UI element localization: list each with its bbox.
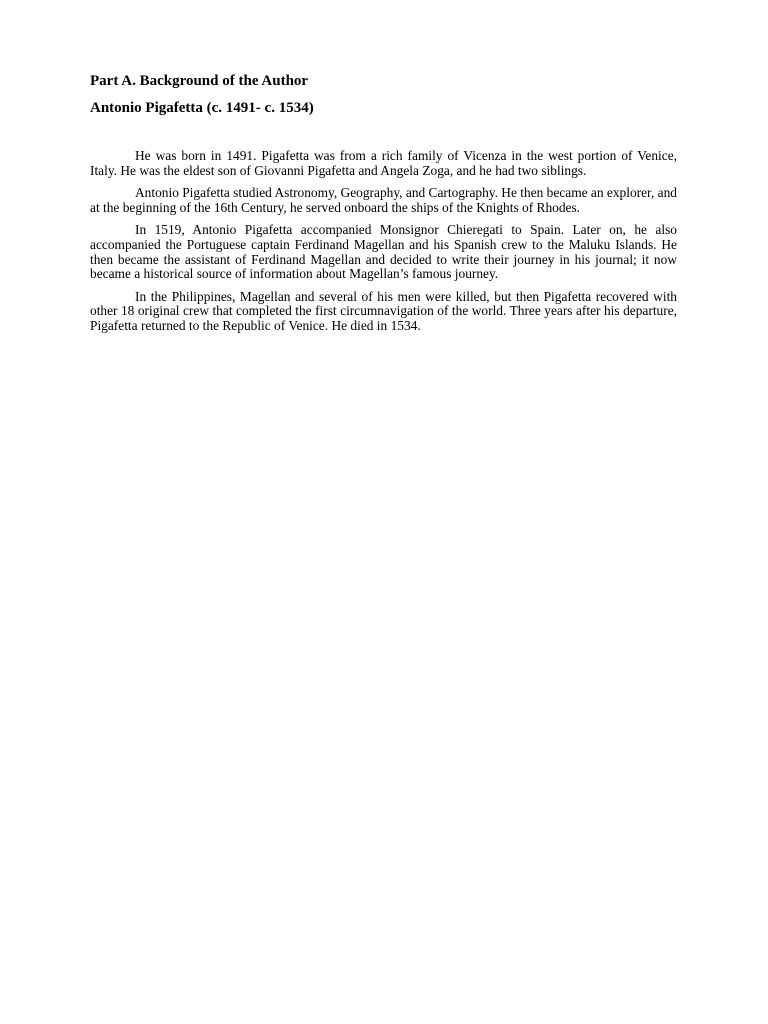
section-title: Part A. Background of the Author [90,73,309,89]
paragraph-return: In the Philippines, Magellan and several of his men were killed, but then Pigafetta recovered with other 18 original crew that completed the first circumnavigation of the world. Three years after his departure, Pigafetta returned to the Republic of Venice. He died in 1534. [90,288,677,333]
document-body [90,72,677,342]
paragraph-voyage: In 1519, Antonio Pigafetta accompanied Monsignor Chieregati to Spain. Later on, he also accompanied the Portuguese captain Ferdinand Magellan and his Spanish crew to the Maluku Islands. He then became the assistant of Ferdinand Magellan and decided to write their journey in his journal; it now became a historical source of information about Magellan’s famous journey. [90,222,677,282]
paragraph-birth: He was born in 1491. Pigafetta was from a rich family of Vicenza in the west portion of Venice, Italy. He was the eldest son of Giovanni Pigafetta and Angela Zoga, and he had two siblings. [90,148,677,178]
subject-heading: Antonio Pigafetta (c. 1491- c. 1534) [90,100,314,116]
paragraph-studies: Antonio Pigafetta studied Astronomy, Geography, and Cartography. He then became an explorer, and at the beginning of the 16th Century, he served onboard the ships of the Knights of Rhodes. [90,185,677,215]
